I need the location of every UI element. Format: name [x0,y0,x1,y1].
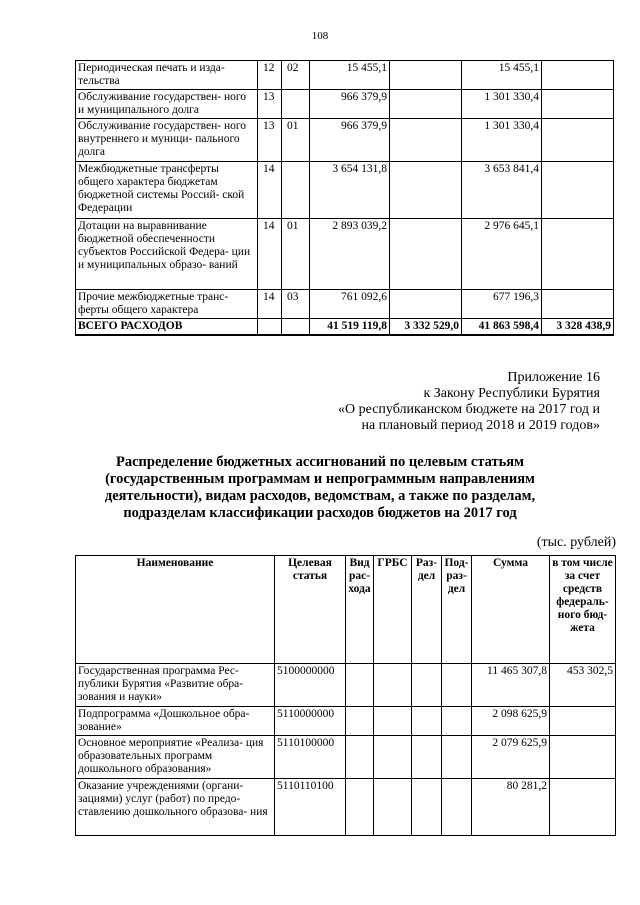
table-row [76,219,614,290]
row-federal-2019 [542,61,614,90]
row-subsection [442,707,472,736]
row-federal-2018 [390,61,462,90]
table-row [76,736,616,779]
row-name: Государственная программа Рес- публики Бурятия «Развитие обра- зования и науки» [76,664,275,707]
total-federal-2018: 3 332 529,0 [390,319,462,336]
appendix-law: к Закону Республики Бурятия [423,386,600,401]
title-line: (государственным программам и непрограммным направлениям [105,471,535,487]
row-name: Периодическая печать и изда- тельства [76,61,258,90]
row-expense-kind [346,736,374,779]
row-federal [550,707,616,736]
row-expense-kind [346,664,374,707]
table-row [76,162,614,219]
title-line: подразделам классификации расходов бюджетов на 2017 год [123,505,517,521]
row-subsection [282,90,310,119]
row-federal-2019 [542,119,614,162]
row-name: Обслуживание государствен- ного и муниципального долга [76,90,258,119]
row-section: 13 [258,119,282,162]
row-federal-2018 [390,90,462,119]
row-name: Подпрограмма «Дошкольное обра- зование» [76,707,275,736]
row-grbs [374,707,412,736]
row-expense-kind [346,707,374,736]
row-section: 14 [258,290,282,319]
total-row [76,319,614,336]
header-subsection: Под- раз- дел [442,556,472,664]
title-line: деятельности), видам расходов, ведомствам, а также по разделам, [104,488,536,504]
header-target-article: Целевая статья [275,556,346,664]
row-subsection [442,779,472,836]
row-federal [550,736,616,779]
table-row [76,664,616,707]
appendix-header [240,370,600,434]
row-federal-2019 [542,90,614,119]
table-row [76,119,614,162]
row-sum-2019: 677 196,3 [462,290,542,319]
header-sum: Сумма [472,556,550,664]
row-target-article: 5110110100 [275,779,346,836]
row-subsection: 03 [282,290,310,319]
title-line: Распределение бюджетных ассигнований по целевым статьям [115,454,525,470]
row-section [412,736,442,779]
row-sum-2018: 761 092,6 [310,290,390,319]
row-name: Межбюджетные трансферты общего характера бюджетам бюджетной системы Россий- ской Федерации [76,162,258,219]
row-sum: 11 465 307,8 [472,664,550,707]
row-section [412,707,442,736]
header-federal: в том числе за счет средств федераль- ного бюд- жета [550,556,616,664]
row-sum-2019: 1 301 330,4 [462,90,542,119]
row-name: Основное мероприятие «Реализа- ция образовательных программ дошкольного образования» [76,736,275,779]
row-name: Оказание учреждениями (органи- зациями) услуг (работ) по предо- ставлению дошкольного образова- ния [76,779,275,836]
header-grbs: ГРБС [374,556,412,664]
row-subsection: 01 [282,119,310,162]
row-sum-2019: 1 301 330,4 [462,119,542,162]
row-subsection [282,162,310,219]
row-federal-2018 [390,219,462,290]
row-federal-2018 [390,162,462,219]
table-row [76,90,614,119]
row-sum-2019: 3 653 841,4 [462,162,542,219]
row-sum-2018: 15 455,1 [310,61,390,90]
row-subsection [442,736,472,779]
row-sum-2018: 3 654 131,8 [310,162,390,219]
row-federal [550,779,616,836]
row-name: Прочие межбюджетные транс- ферты общего характера [76,290,258,319]
row-section: 14 [258,162,282,219]
row-expense-kind [346,779,374,836]
row-federal-2019 [542,219,614,290]
appendix-law-title-1: «О республиканском бюджете на 2017 год и [338,402,600,417]
total-federal-2019: 3 328 438,9 [542,319,614,336]
table-row [76,779,616,836]
appendix-law-title-2: на плановый период 2018 и 2019 годов» [361,418,600,433]
row-federal-2018 [390,290,462,319]
row-section: 14 [258,219,282,290]
page-number: 108 [311,30,329,42]
row-section [412,779,442,836]
total-section [258,319,282,336]
row-sum: 2 098 625,9 [472,707,550,736]
row-target-article: 5110000000 [275,707,346,736]
row-target-article: 5100000000 [275,664,346,707]
row-section: 13 [258,90,282,119]
row-federal-2018 [390,119,462,162]
table-row [76,61,614,90]
row-sum-2019: 15 455,1 [462,61,542,90]
row-sum: 2 079 625,9 [472,736,550,779]
table-row [76,707,616,736]
row-section [412,664,442,707]
document-title [60,454,580,522]
row-subsection: 01 [282,219,310,290]
table-row [76,290,614,319]
total-sum-2019: 41 863 598,4 [462,319,542,336]
row-name: Обслуживание государствен- ного внутреннего и муници- пального долга [76,119,258,162]
row-section: 12 [258,61,282,90]
table-header-row [76,556,616,664]
row-sum-2018: 966 379,9 [310,90,390,119]
row-name: Дотации на выравнивание бюджетной обеспеченности субъектов Российской Федера- ции и муниципальных образо- ваний [76,219,258,290]
row-sum: 80 281,2 [472,779,550,836]
allocation-table [75,555,616,836]
row-grbs [374,736,412,779]
row-federal-2019 [542,290,614,319]
header-name: Наименование [76,556,275,664]
row-sum-2019: 2 976 645,1 [462,219,542,290]
row-subsection [442,664,472,707]
expenses-table-continued [75,60,614,336]
row-target-article: 5110100000 [275,736,346,779]
total-label: ВСЕГО РАСХОДОВ [76,319,258,336]
row-subsection: 02 [282,61,310,90]
row-grbs [374,779,412,836]
header-section: Раз- дел [412,556,442,664]
appendix-number: Приложение 16 [507,370,600,385]
row-sum-2018: 2 893 039,2 [310,219,390,290]
header-expense-kind: Вид рас- хода [346,556,374,664]
row-federal-2019 [542,162,614,219]
row-federal: 453 302,5 [550,664,616,707]
total-subsection [282,319,310,336]
units-label: (тыс. рублей) [536,535,616,550]
total-sum-2018: 41 519 119,8 [310,319,390,336]
row-sum-2018: 966 379,9 [310,119,390,162]
row-grbs [374,664,412,707]
